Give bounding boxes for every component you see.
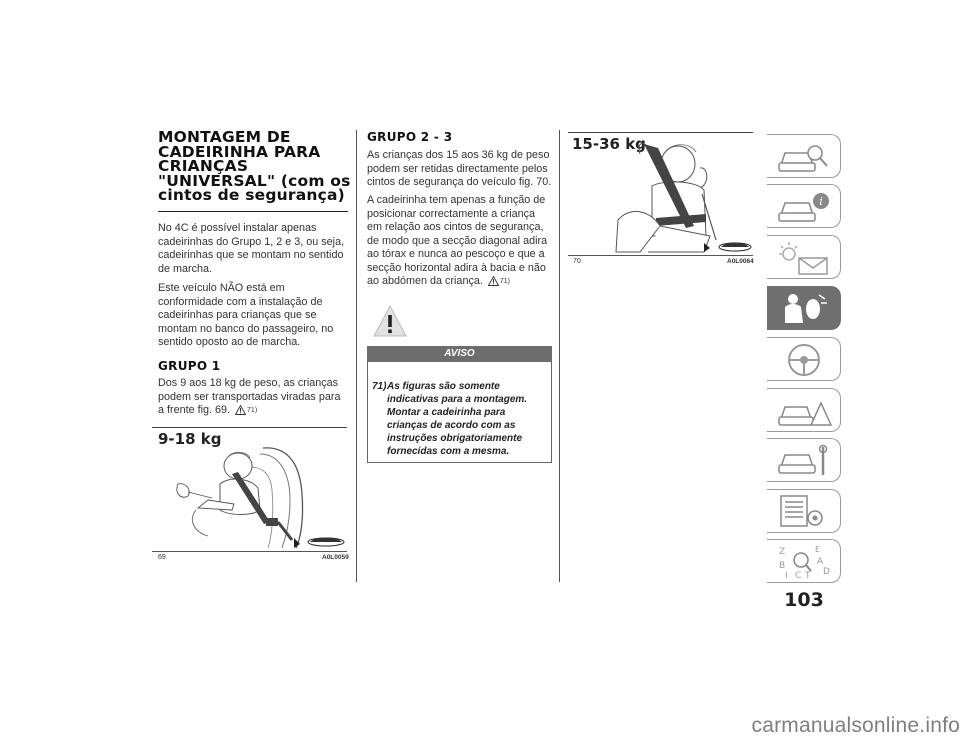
svg-text:T: T xyxy=(805,571,811,580)
svg-text:i: i xyxy=(819,195,823,208)
figure69-number: 69 xyxy=(158,554,166,561)
figure70-baseline xyxy=(568,255,753,256)
figure69-baseline xyxy=(152,551,347,552)
tab-technical-data[interactable] xyxy=(767,489,841,533)
car-info-icon xyxy=(775,189,833,225)
figure70-code: A0L0064 xyxy=(727,258,754,265)
column-divider-1 xyxy=(356,130,357,582)
alphabet-index-icon xyxy=(775,544,833,580)
figure69-code: A0L0059 xyxy=(322,554,349,561)
group23-paragraph-1: As crianças dos 15 aos 36 kg de peso podem ser retidas directamente pelos cintos de segurança do veículo fig. 70. xyxy=(367,149,552,188)
group23-heading: GRUPO 2 - 3 xyxy=(367,130,453,144)
car-wrench-icon xyxy=(775,443,833,479)
car-warning-triangle-icon xyxy=(775,393,833,429)
svg-text:B: B xyxy=(779,561,786,571)
aviso-content xyxy=(372,380,548,458)
child-booster-seat-illustration xyxy=(600,140,755,255)
car-search-icon xyxy=(775,139,833,175)
group23-paragraph-2 xyxy=(367,194,552,289)
figure70-number: 70 xyxy=(573,258,581,265)
tab-car-search[interactable] xyxy=(767,134,841,178)
warning-triangle-icon xyxy=(235,405,246,415)
footer-watermark[interactable]: carmanualsonline.info xyxy=(751,714,960,737)
tab-starting-driving[interactable] xyxy=(767,337,841,381)
group1-text: Dos 9 aos 18 kg de peso, as crianças podem ser transportadas viradas para a frente fig. 69. xyxy=(158,377,341,416)
tab-car-info[interactable] xyxy=(767,184,841,228)
group1-paragraph xyxy=(158,377,348,418)
intro-paragraph: No 4C é possível instalar apenas cadeirinhas do Grupo 1, 2 e 3, ou seja, cadeirinhas que se montam no sentido de marcha. xyxy=(158,222,345,275)
large-warning-triangle-icon xyxy=(373,305,407,337)
group1-heading: GRUPO 1 xyxy=(158,359,221,373)
svg-text:C: C xyxy=(795,571,802,580)
svg-text:I: I xyxy=(785,571,788,580)
document-list-icon xyxy=(775,494,833,530)
tab-warning-lights[interactable] xyxy=(767,235,841,279)
section-title: MONTAGEM DE CADEIRINHA PARA CRIANÇAS "UNIVERSAL" (com os cintos de segurança) xyxy=(158,128,351,204)
svg-text:Z: Z xyxy=(779,547,786,557)
title-underline xyxy=(158,211,348,212)
airbag-passenger-icon xyxy=(775,291,833,327)
tab-maintenance[interactable] xyxy=(767,438,841,482)
aviso-header: AVISO xyxy=(367,346,552,362)
column-divider-2 xyxy=(559,130,560,582)
steering-wheel-icon xyxy=(775,342,833,378)
svg-text:E: E xyxy=(815,545,821,554)
compliance-paragraph: Este veículo NÃO está em conformidade com a instalação de cadeirinhas para crianças que se montam no banco do passageiro, no sentido oposto ao de marcha. xyxy=(158,282,334,348)
figure69-top-rule xyxy=(152,427,347,428)
page-number: 103 xyxy=(784,589,824,611)
tab-index[interactable] xyxy=(767,539,841,583)
svg-text:A: A xyxy=(817,557,824,567)
tab-safety[interactable] xyxy=(767,286,841,330)
aviso-number: 71) xyxy=(372,381,387,392)
tab-emergency[interactable] xyxy=(767,388,841,432)
figure69-label: 9-18 kg xyxy=(158,430,222,448)
aviso-text: As figuras são somente indicativas para a montagem. Montar a cadeirinha para crianças de acordo com as instruções obrigatoriamente fornecidas com a mesma. xyxy=(387,381,528,457)
figure70-top-rule xyxy=(568,132,753,133)
group1-ref: 71) xyxy=(247,407,258,414)
child-seat-forward-illustration xyxy=(168,444,348,550)
warning-triangle-icon xyxy=(488,276,499,286)
svg-text:D: D xyxy=(823,567,830,577)
group23-ref: 71) xyxy=(499,278,510,285)
figure70-label: 15-36 kg xyxy=(572,135,646,153)
group23-text: A cadeirinha tem apenas a função de posicionar correctamente a criança em relação aos cintos de segurança, de modo que a secção diagonal adira ao tórax e nunca ao pescoço e que a secção horizontal adira à bacia e não ao abdómen da criança. xyxy=(367,194,548,287)
warning-light-envelope-icon xyxy=(775,240,833,276)
